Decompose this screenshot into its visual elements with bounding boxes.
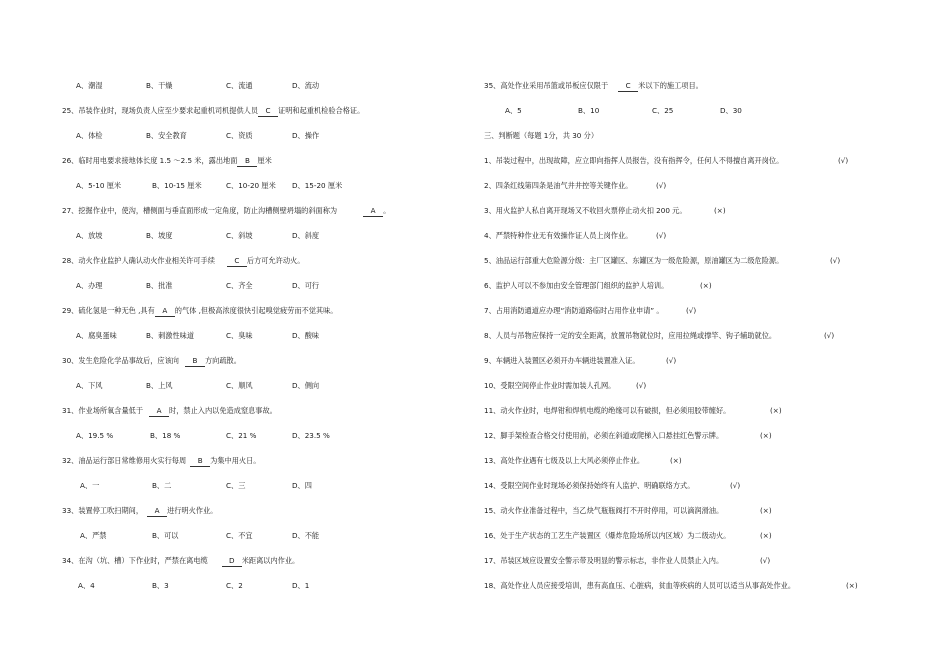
q29-option-c: C、臭味 (226, 331, 253, 340)
q29-option-b: B、刺激性味道 (146, 331, 195, 340)
judgment-mark-7: (√) (686, 306, 697, 315)
q24-option-b: B、干燥 (146, 81, 173, 90)
q27-text-end: 。 (383, 206, 391, 215)
q31-option-a: A、19.5 % (76, 431, 114, 440)
judgment-mark-8: (√) (824, 331, 835, 340)
judgment-mark-13: (×) (670, 456, 682, 465)
judgment-mark-6: (×) (700, 281, 712, 290)
question-33 (62, 506, 217, 517)
q27-option-c: C、斜坡 (226, 231, 253, 240)
q35-option-b: B、10 (578, 106, 600, 115)
q28-answer: C (227, 256, 247, 267)
q31-option-d: D、23.5 % (292, 431, 330, 440)
question-34 (62, 556, 299, 567)
judgment-mark-3: (×) (714, 206, 726, 215)
q26-option-c: C、10-20 厘米 (226, 181, 276, 190)
judgment-item-16: 16、处于生产状态的工艺生产装置区（爆炸危险场所以内区域）为二级动火。 (484, 531, 731, 540)
q27-text: 27、挖掘作业中，使沟，槽侧面与垂直面形成一定角度，防止沟槽侧壁坍塌的斜面称为 (62, 206, 338, 215)
q26-option-d: D、15-20 厘米 (292, 181, 343, 190)
judgment-item-9: 9、车辆进入装置区必须开办车辆进装置准入证。 (484, 356, 640, 365)
q28-text: 28、动火作业监护人确认动火作业相关许可手续 (62, 256, 215, 265)
section-title-judgment: 三、判断题（每题 1分，共 30 分） (484, 131, 599, 140)
q33-answer: A (147, 506, 167, 517)
q29-answer: A (155, 306, 175, 317)
q27-option-a: A、放坡 (76, 231, 103, 240)
q25-answer: C (258, 106, 278, 117)
q26-answer: B (237, 156, 257, 167)
q33-text-end: 进行明火作业。 (167, 506, 218, 515)
q33-option-a: A、严禁 (80, 531, 107, 540)
q25-option-b: B、安全教育 (146, 131, 187, 140)
judgment-item-15: 15、动火作业准备过程中，当乙炔气瓶瓶阀打不开时停用，可以滴润滑油。 (484, 506, 724, 515)
judgment-mark-9: (√) (666, 356, 677, 365)
judgment-item-7: 7、占用消防通道应办理“消防道路临时占用作业申请” 。 (484, 306, 664, 315)
judgment-item-12: 12、脚手架检查合格交付使用前，必须在斜道或爬梯入口悬挂红色警示牌。 (484, 431, 724, 440)
judgment-item-3: 3、用火监护人私自离开现场又不收回火票停止动火扣 200 元。 (484, 206, 687, 215)
q34-text: 34、在沟（坑、槽）下作业时，严禁在离电缆 (62, 556, 208, 565)
judgment-mark-10: (√) (636, 381, 647, 390)
judgment-item-13: 13、高处作业遇有七级及以上大风必须停止作业。 (484, 456, 645, 465)
judgment-item-6: 6、监护人可以不参加由安全管理部门组织的监护人培训。 (484, 281, 669, 290)
judgment-mark-18: (×) (846, 581, 858, 590)
q31-answer: A (149, 406, 169, 417)
q24-option-d: D、流动 (292, 81, 320, 90)
q35-option-d: D、30 (720, 106, 742, 115)
question-25 (62, 106, 364, 117)
q27-answer: A (363, 206, 383, 217)
q30-option-d: D、侧向 (292, 381, 320, 390)
q34-answer: D (222, 556, 242, 567)
q32-option-a: A、一 (80, 481, 100, 490)
q28-option-a: A、办理 (76, 281, 103, 290)
judgment-item-17: 17、吊装区域应设置安全警示带及明显的警示标志，非作业人员禁止入内。 (484, 556, 724, 565)
q29-text: 29、硫化氢是一种无色 ,具有 (62, 306, 155, 315)
judgment-item-14: 14、受限空间作业时现场必须保持始终有人监护、明确联络方式。 (484, 481, 695, 490)
q29-option-d: D、酸味 (292, 331, 320, 340)
judgment-mark-11: (×) (770, 406, 782, 415)
question-35 (484, 81, 703, 92)
judgment-item-10: 10、受限空间停止作业时需加装人孔网。 (484, 381, 616, 390)
q35-text: 35、高处作业采用吊篮或吊板应仅限于 (484, 81, 609, 90)
q24-option-a: A、潮湿 (76, 81, 103, 90)
q26-text: 26、临时用电要求接地体长度 1.5 ～2.5 米，露出地面 (62, 156, 238, 165)
judgment-item-4: 4、严禁特种作业无有效操作证人员上岗作业。 (484, 231, 633, 240)
q26-option-a: A、5-10 厘米 (76, 181, 122, 190)
q35-answer: C (618, 81, 638, 92)
judgment-item-1: 1、吊装过程中，出现故障，应立即向指挥人员报告，没有指挥令，任何人不得擅自离开岗位。 (484, 156, 784, 165)
question-32 (62, 456, 260, 467)
judgment-item-11: 11、动火作业时，电焊钳和焊机电缆的绝缘可以有破损，但必须用胶带缠好。 (484, 406, 731, 415)
q30-text-end: 方向疏散。 (204, 356, 241, 365)
q32-text-end: 为集中用火日。 (210, 456, 261, 465)
q34-option-b: B、3 (152, 581, 169, 590)
q32-answer: B (190, 456, 210, 467)
q28-option-c: C、齐全 (226, 281, 253, 290)
q29-text-end: 的气体 ,但极高浓度很快引起嗅觉疲劳而不觉其味。 (174, 306, 338, 315)
q31-option-b: B、18 % (150, 431, 181, 440)
q25-option-c: C、资质 (226, 131, 253, 140)
question-29 (62, 306, 337, 317)
judgment-mark-12: (×) (760, 431, 772, 440)
judgment-mark-15: (×) (760, 506, 772, 515)
question-28 (62, 256, 304, 267)
q30-answer: B (185, 356, 205, 367)
question-26 (62, 156, 272, 167)
q35-option-c: C、25 (652, 106, 674, 115)
q28-option-d: D、可行 (292, 281, 320, 290)
q27-option-d: D、斜度 (292, 231, 320, 240)
judgment-mark-14: (√) (730, 481, 741, 490)
question-27 (62, 206, 390, 217)
q26-text-end: 厘米 (257, 156, 272, 165)
q30-option-a: A、下风 (76, 381, 103, 390)
q25-text: 25、吊装作业时，现场负责人应至少要求起重机司机提供人员 (62, 106, 259, 115)
judgment-mark-5: (√) (830, 256, 841, 265)
judgment-mark-16: (×) (760, 531, 772, 540)
judgment-mark-2: (√) (656, 181, 667, 190)
question-30 (62, 356, 241, 367)
q32-option-c: C、三 (226, 481, 246, 490)
q33-option-c: C、不宜 (226, 531, 253, 540)
judgment-item-18: 18、高处作业人员应接受培训，患有高血压、心脏病，贫血等疾病的人员可以适当从事高处作业。 (484, 581, 796, 590)
q30-option-c: C、顺风 (226, 381, 253, 390)
q31-text-end: 时，禁止入内以免造成窒息事故。 (169, 406, 277, 415)
q33-text: 33、装置停工吹扫期间， (62, 506, 144, 515)
q32-option-d: D、四 (292, 481, 312, 490)
q33-option-d: D、不能 (292, 531, 320, 540)
q25-option-d: D、操作 (292, 131, 320, 140)
q34-option-d: D、1 (292, 581, 310, 590)
q24-option-c: C、流通 (226, 81, 253, 90)
q34-option-a: A、4 (78, 581, 95, 590)
q29-option-a: A、腐臭蛋味 (76, 331, 117, 340)
q28-text-end: 后方可允许动火。 (246, 256, 305, 265)
judgment-mark-4: (√) (656, 231, 667, 240)
q31-option-c: C、21 % (226, 431, 257, 440)
judgment-item-5: 5、油品运行部重大危险源分级：主厂区罐区、东罐区为一级危险源，原油罐区为二级危险源。 (484, 256, 784, 265)
q33-option-b: B、可以 (152, 531, 179, 540)
judgment-mark-1: (√) (838, 156, 849, 165)
q35-text-end: 米以下的施工项目。 (638, 81, 703, 90)
q25-text-end: 证明和起重机检验合格证。 (278, 106, 365, 115)
q25-option-a: A、体检 (76, 131, 103, 140)
question-31 (62, 406, 277, 417)
q32-text: 32、油品运行部日常维修用火实行每周 (62, 456, 187, 465)
q34-text-end: 米距离以内作业。 (241, 556, 300, 565)
q35-option-a: A、5 (505, 106, 522, 115)
q31-text: 31、作业场所氧含量低于 (62, 406, 144, 415)
q34-option-c: C、2 (226, 581, 243, 590)
q27-option-b: B、坡度 (146, 231, 173, 240)
judgment-mark-17: (√) (760, 556, 771, 565)
q32-option-b: B、二 (152, 481, 172, 490)
q30-text: 30、发生危险化学品事故后，应该向 (62, 356, 179, 365)
judgment-item-2: 2、四条红线第四条是油气井井控等关键作业。 (484, 181, 633, 190)
q26-option-b: B、10-15 厘米 (152, 181, 202, 190)
q30-option-b: B、上风 (146, 381, 173, 390)
q28-option-b: B、批准 (146, 281, 173, 290)
judgment-item-8: 8、人员与吊物应保持一定的安全距离，放置吊物就位时，应用拉绳或撑竿、钩子辅助就位。 (484, 331, 777, 340)
